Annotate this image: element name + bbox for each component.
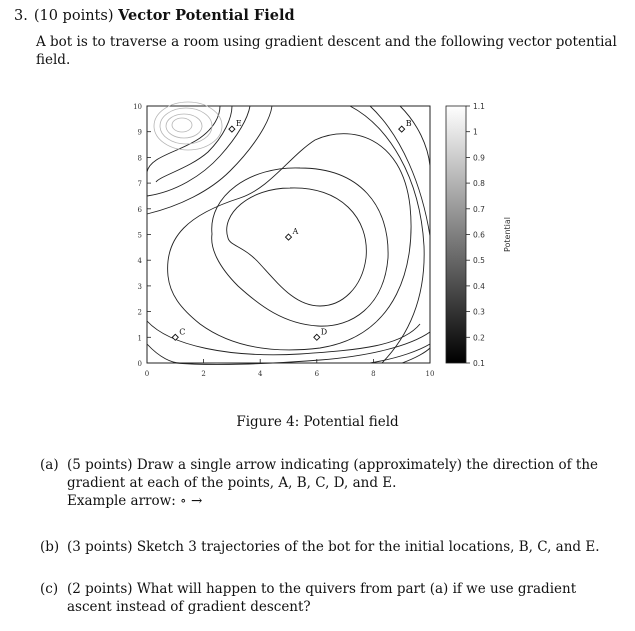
y-tick-label: 6	[137, 205, 142, 214]
contour-bottom-2	[176, 332, 430, 364]
colorbar	[446, 106, 466, 363]
y-tick-label: 2	[137, 308, 142, 317]
peak-rings	[154, 102, 222, 150]
contour-peak-2	[147, 106, 250, 196]
colorbar-tick-label: 0.5	[473, 256, 485, 266]
contour-bottom-3	[147, 344, 180, 363]
contour-bottom-4	[370, 344, 430, 363]
part-a-text: (5 points) Draw a single arrow indicating (approximately) the direction of the gradient at each of the points, A, B, C, D, and E.	[67, 457, 599, 491]
peak-ring-2	[160, 108, 212, 144]
part-a	[40, 456, 625, 510]
contour-basin-inner	[227, 188, 367, 306]
part-c-text: (2 points) What will happen to the quivers from part (a) if we use gradient ascent instead of gradient descent?	[67, 581, 577, 615]
contour-basin-3	[168, 134, 411, 350]
y-tick-label: 4	[137, 257, 142, 266]
x-tick-label: 0	[144, 370, 150, 378]
part-a-label: (a)	[40, 457, 59, 473]
contour-peak-4	[147, 106, 220, 172]
question-number: 3.	[14, 8, 28, 24]
colorbar-tick-label: 1	[473, 127, 478, 137]
point-label-a: A	[292, 227, 299, 237]
colorbar-tick-label: 1.1	[473, 102, 485, 111]
peak-ring-3	[166, 114, 202, 138]
point-marker-e	[229, 126, 235, 132]
colorbar-tick-label: 0.8	[473, 179, 485, 189]
x-tick-label: 10	[425, 370, 435, 378]
point-label-c: C	[179, 327, 186, 337]
figure-caption: Figure 4: Potential field	[236, 414, 399, 430]
point-marker-a	[286, 234, 292, 240]
part-b-label: (b)	[40, 539, 60, 555]
colorbar-tick-label: 0.6	[473, 230, 485, 240]
y-tick-label: 5	[137, 231, 142, 240]
part-c-label: (c)	[40, 581, 59, 597]
colorbar-ticks	[466, 106, 470, 363]
x-tick-label: 4	[257, 370, 263, 378]
colorbar-tick-label: 0.7	[473, 204, 485, 214]
y-tick-label: 8	[137, 154, 142, 163]
y-tick-label: 10	[133, 103, 142, 111]
peak-ring-4	[172, 118, 192, 132]
question-points: (10 points)	[33, 8, 114, 24]
point-label-d: D	[320, 327, 328, 337]
part-b	[40, 538, 625, 556]
y-tick-label: 0	[137, 360, 142, 368]
y-tick-label: 7	[137, 180, 142, 189]
contour-right-2	[400, 106, 430, 166]
colorbar-tick-label: 0.4	[473, 281, 485, 291]
potential-field-figure	[120, 96, 520, 386]
colorbar-tick-label: 0.3	[473, 307, 485, 317]
part-b-text: (3 points) Sketch 3 trajectories of the bot for the initial locations, B, C, and E.	[67, 539, 600, 555]
contour-peak-3	[156, 106, 232, 182]
question-heading	[14, 7, 295, 24]
x-tick-label: 2	[201, 370, 206, 378]
point-label-b: B	[405, 119, 412, 129]
part-c	[40, 580, 625, 616]
point-marker-d	[314, 334, 320, 340]
contour-lines	[147, 102, 430, 364]
colorbar-tick-label: 0.2	[473, 333, 485, 343]
x-tick-label: 8	[371, 370, 376, 378]
x-tick-label: 6	[314, 370, 320, 378]
contour-bottom-5	[402, 348, 430, 363]
question-intro: A bot is to traverse a room using gradient descent and the following vector potential field.	[36, 34, 617, 68]
y-tick-label: 1	[137, 334, 142, 343]
y-tick-label: 3	[137, 282, 142, 291]
colorbar-label: Potential	[503, 216, 512, 253]
point-label-e: E	[235, 119, 242, 129]
colorbar-tick-label: 0.1	[473, 359, 485, 368]
point-marker-c	[172, 334, 178, 340]
colorbar-tick-label: 0.9	[473, 153, 485, 163]
y-tick-label: 9	[137, 128, 142, 137]
point-marker-b	[399, 126, 405, 132]
contour-peak-1	[147, 106, 272, 214]
question-title: Vector Potential Field	[118, 7, 295, 24]
part-a-example: Example arrow: ∘ →	[67, 493, 203, 509]
